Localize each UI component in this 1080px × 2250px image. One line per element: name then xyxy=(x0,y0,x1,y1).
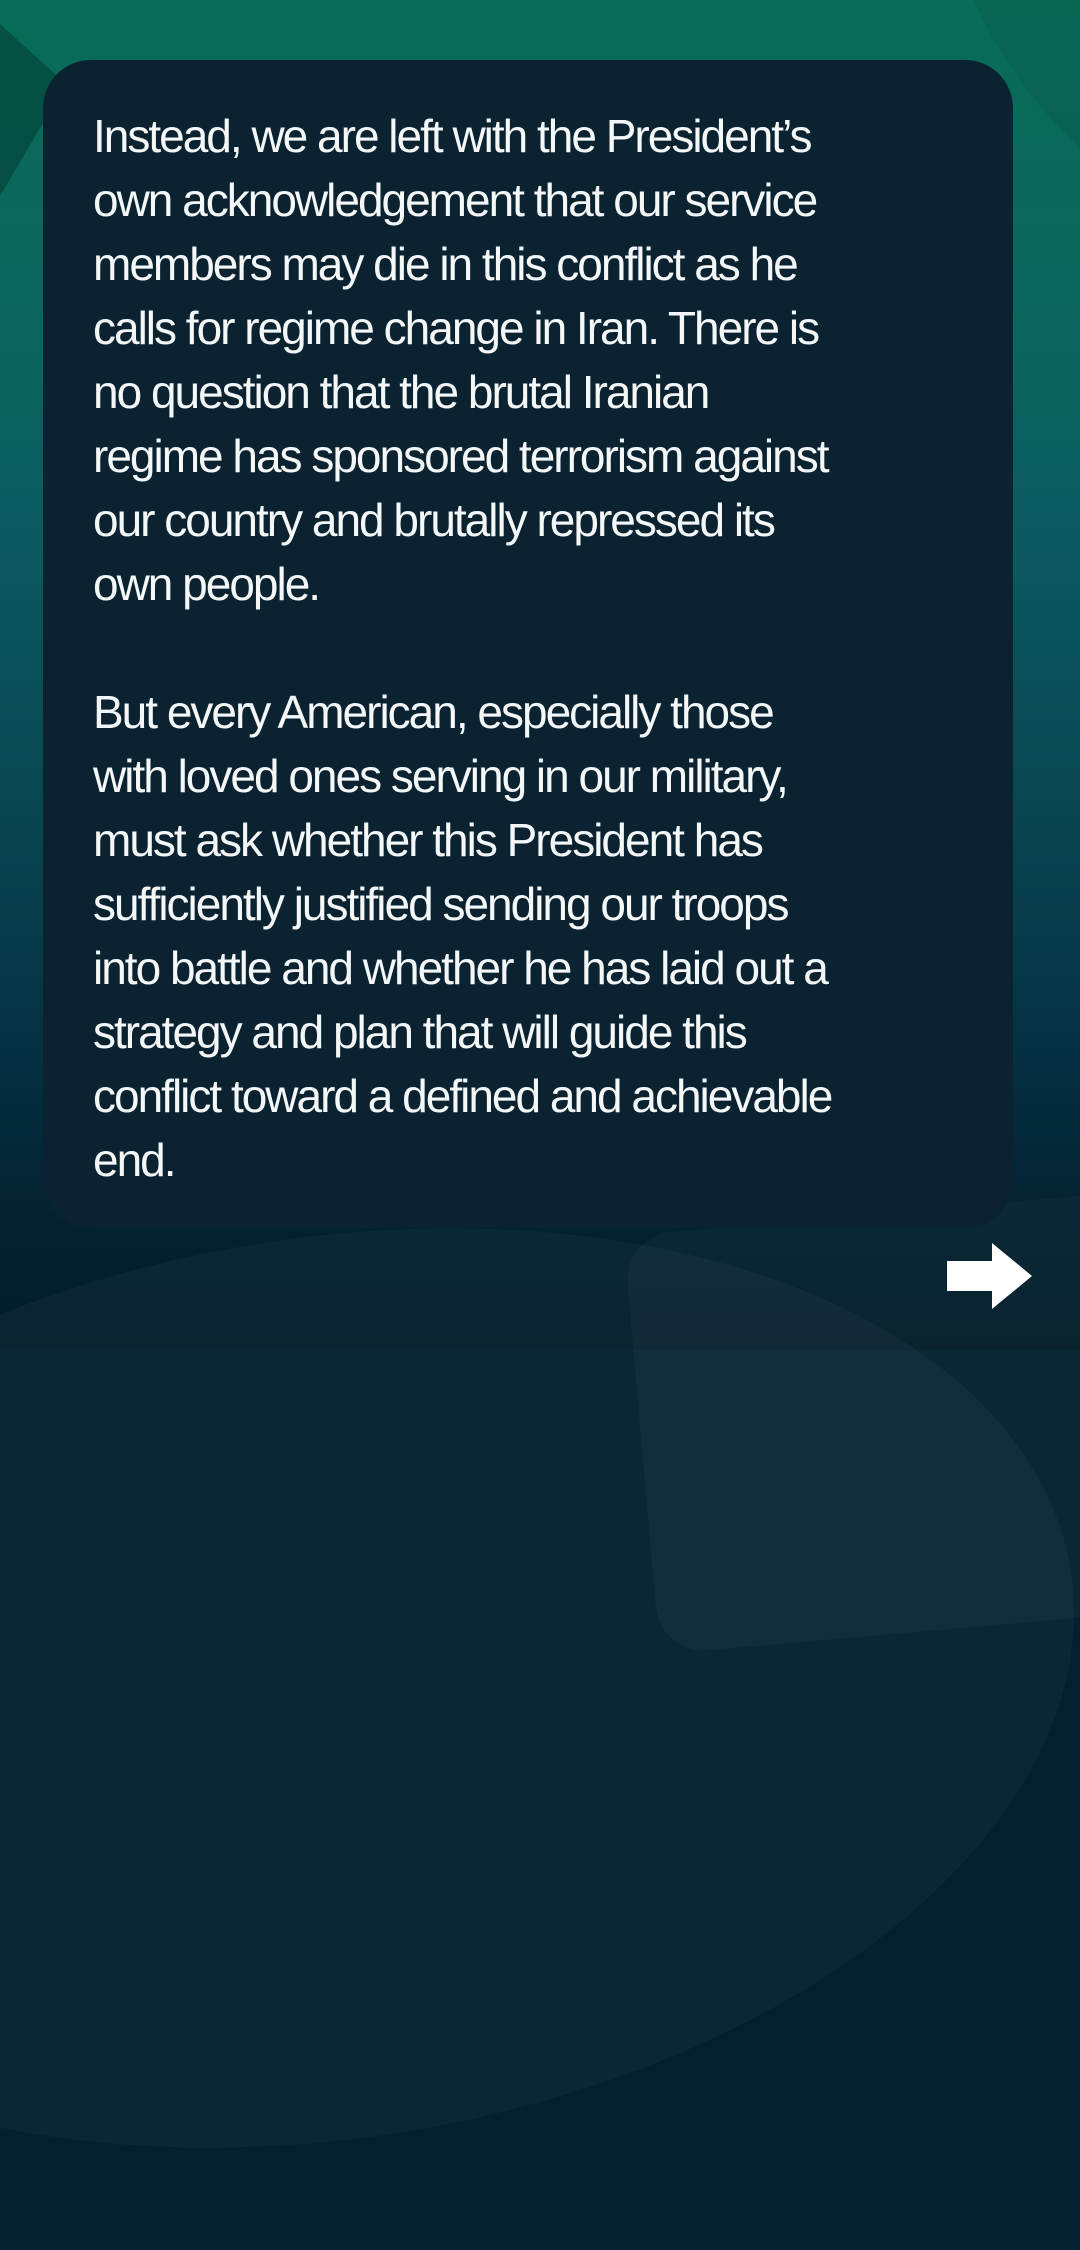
statement-line: into battle and whether he has laid out a xyxy=(93,942,827,994)
statement-paragraph-1 xyxy=(93,104,983,616)
statement-line: regime has sponsored terrorism against xyxy=(93,430,828,482)
statement-line: end. xyxy=(93,1134,175,1186)
statement-line: But every American, especially those xyxy=(93,686,773,738)
statement-card xyxy=(43,60,1013,1228)
statement-line: calls for regime change in Iran. There is xyxy=(93,302,819,354)
next-arrow[interactable] xyxy=(947,1243,1032,1309)
statement-line: must ask whether this President has xyxy=(93,814,762,866)
statement-line: with loved ones serving in our military, xyxy=(93,750,787,802)
statement-paragraph-2 xyxy=(93,680,983,1192)
statement-line: sufficiently justified sending our troops xyxy=(93,878,788,930)
statement-line: members may die in this conflict as he xyxy=(93,238,797,290)
statement-line: strategy and plan that will guide this xyxy=(93,1006,746,1058)
statement-line: our country and brutally repressed its xyxy=(93,494,774,546)
statement-line: own acknowledgement that our service xyxy=(93,174,817,226)
background-swoosh-right xyxy=(623,1158,1080,1655)
statement-line: conflict toward a defined and achievable xyxy=(93,1070,832,1122)
statement-line: Instead, we are left with the President’s xyxy=(93,110,811,162)
statement-line: own people. xyxy=(93,558,320,610)
arrow-right-icon xyxy=(947,1243,1032,1309)
statement-line: no question that the brutal Iranian xyxy=(93,366,709,418)
